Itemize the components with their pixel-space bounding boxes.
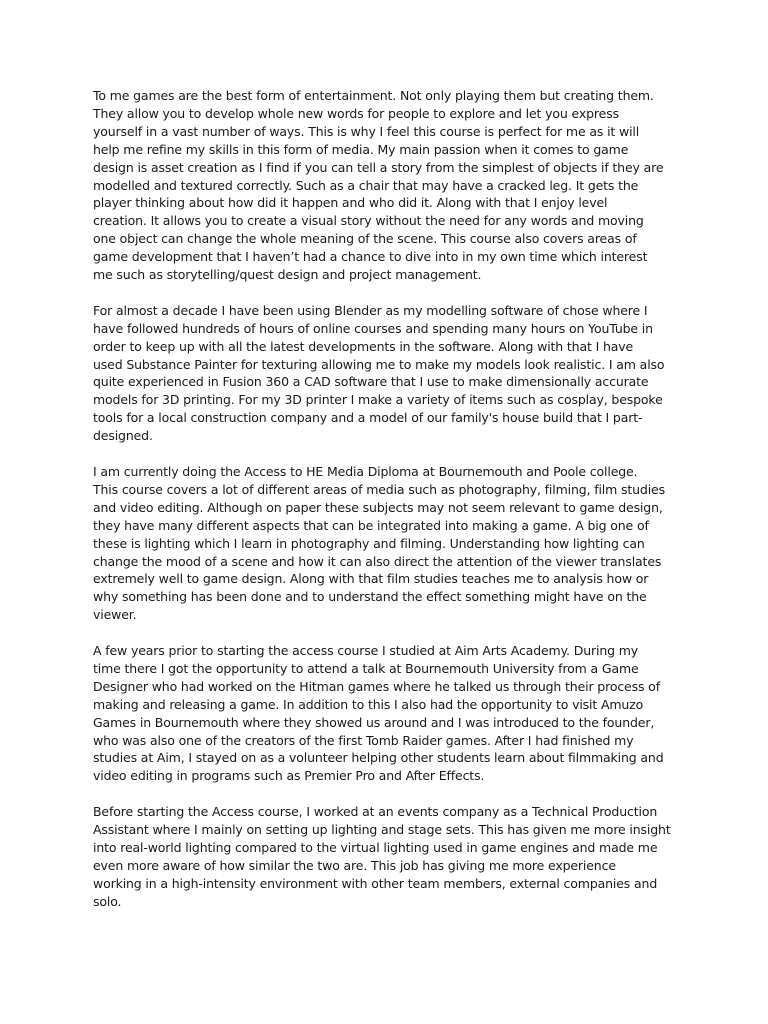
text-line: designed.	[93, 428, 153, 444]
text-line: change the mood of a scene and how it can also direct the attention of the viewer translates	[93, 553, 662, 569]
text-line: into real-world lighting compared to the virtual lighting used in game engines and made me	[93, 840, 658, 855]
text-line: and video editing. Although on paper these subjects may not seem relevant to game design,	[93, 499, 663, 515]
text-line: studies at Aim, I stayed on as a volunteer helping other students learn about filmmaking and	[93, 750, 664, 766]
paragraph-4	[93, 642, 678, 785]
text-line: who was also one of the creators of the first Tomb Raider games. After I had finished my	[93, 732, 634, 748]
text-line: For almost a decade I have been using Blender as my modelling software of chose where I	[93, 302, 648, 318]
text-line: Designer who had worked on the Hitman games where he talked us through their process of	[93, 678, 660, 694]
paragraph-5	[93, 803, 678, 910]
text-line: even more aware of how similar the two are. This job has giving me more experience	[93, 857, 616, 873]
text-line: creation. It allows you to create a visual story without the need for any words and moving	[93, 213, 644, 229]
text-line: extremely well to game design. Along with that film studies teaches me to analysis how or	[93, 571, 649, 587]
text-line: yourself in a vast number of ways. This is why I feel this course is perfect for me as it will	[93, 123, 640, 139]
text-line: these is lighting which I learn in photography and filming. Understanding how lighting can	[93, 535, 645, 551]
text-line: models for 3D printing. For my 3D printer I make a variety of items such as cosplay, bespoke	[93, 392, 663, 408]
text-line: design is asset creation as I find if you can tell a story from the simplest of objects if they are	[93, 159, 664, 175]
text-line: used Substance Painter for texturing allowing me to make my models look realistic. I am also	[93, 356, 665, 372]
text-line: quite experienced in Fusion 360 a CAD software that I use to make dimensionally accurate	[93, 374, 649, 390]
text-line: A few years prior to starting the access course I studied at Aim Arts Academy. During my	[93, 643, 639, 659]
text-line: they have many different aspects that can be integrated into making a game. A big one of	[93, 517, 649, 533]
text-line: me such as storytelling/quest design and project management.	[93, 267, 482, 283]
text-line: time there I got the opportunity to attend a talk at Bournemouth University from a Game	[93, 660, 639, 676]
text-line: They allow you to develop whole new words for people to explore and let you express	[93, 105, 619, 121]
text-line: making and releasing a game. In addition to this I also had the opportunity to visit Amuzo	[93, 696, 644, 712]
text-line: working in a high-intensity environment with other team members, external companies and	[93, 875, 658, 891]
paragraph-3	[93, 463, 678, 624]
text-line: have followed hundreds of hours of online courses and spending many hours on YouTube in	[93, 320, 653, 336]
text-line: order to keep up with all the latest developments in the software. Along with that I have	[93, 338, 634, 354]
text-line: To me games are the best form of entertainment. Not only playing them but creating them.	[93, 88, 654, 103]
text-line: player thinking about how did it happen and who did it. Along with that I enjoy level	[93, 195, 608, 211]
text-line: video editing in programs such as Premier Pro and After Effects.	[93, 768, 485, 784]
text-line: This course covers a lot of different areas of media such as photography, filming, film studies	[93, 481, 665, 497]
text-line: help me refine my skills in this form of media. My main passion when it comes to game	[93, 141, 629, 157]
document-body	[93, 87, 678, 929]
paragraph-2	[93, 302, 678, 445]
text-line: I am currently doing the Access to HE Media Diploma at Bournemouth and Poole college.	[93, 464, 638, 479]
text-line: Assistant where I mainly on setting up lighting and stage sets. This has given me more insight	[93, 822, 671, 838]
text-line: game development that I haven’t had a chance to dive into in my own time which interest	[93, 249, 648, 265]
text-line: solo.	[93, 893, 122, 909]
text-line: one object can change the whole meaning of the scene. This course also covers areas of	[93, 231, 637, 247]
text-line: tools for a local construction company and a model of our family's house build that I part-	[93, 410, 643, 426]
text-line: modelled and textured correctly. Such as a chair that may have a cracked leg. It gets the	[93, 177, 639, 193]
text-line: Before starting the Access course, I worked at an events company as a Technical Production	[93, 804, 658, 820]
text-line: why something has been done and to understand the effect something might have on the	[93, 589, 647, 605]
text-line: viewer.	[93, 607, 137, 623]
paragraph-1	[93, 87, 678, 284]
text-line: Games in Bournemouth where they showed us around and I was introduced to the founder,	[93, 714, 655, 730]
